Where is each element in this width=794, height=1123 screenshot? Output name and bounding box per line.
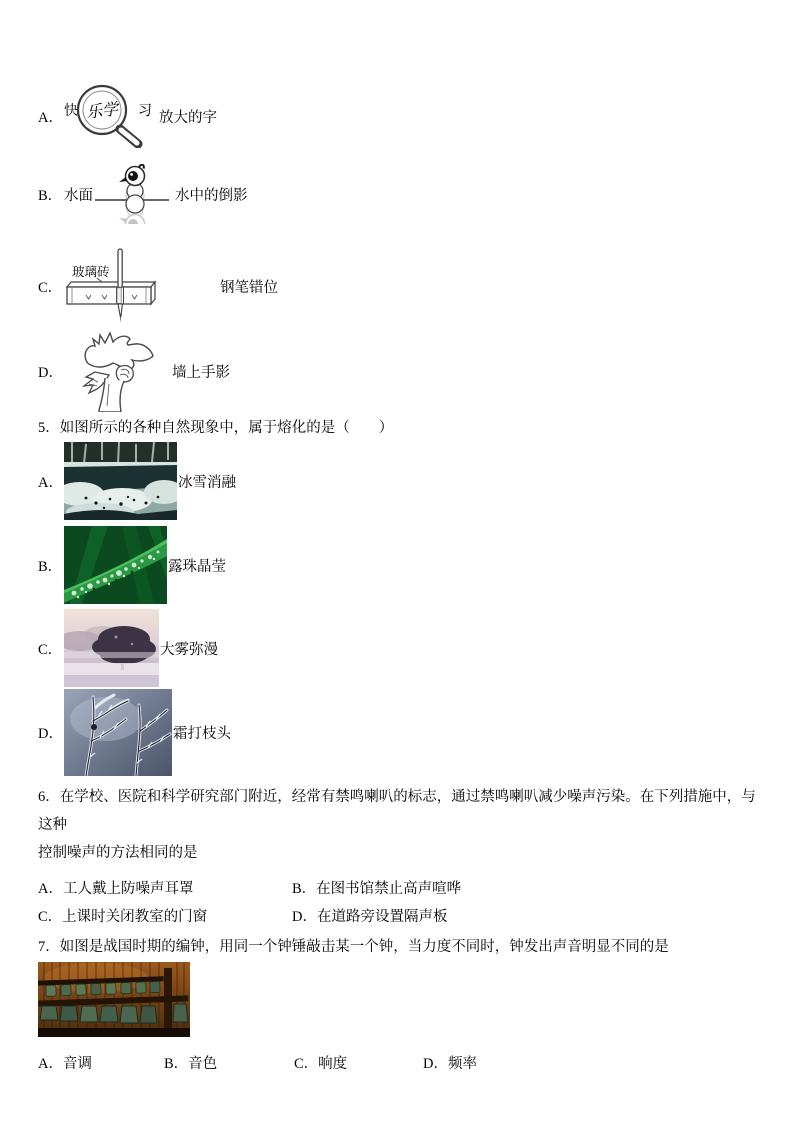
photo-caption: 大雾弥漫	[160, 641, 218, 658]
bird-shadow-shape	[85, 333, 153, 369]
magnified-text: 乐学	[85, 101, 120, 122]
q7-block	[38, 937, 758, 1074]
q5-option-b-row	[38, 526, 758, 604]
option-letter: C．	[38, 641, 63, 658]
photo-caption: 冰雪消融	[178, 474, 236, 491]
fog-photo	[64, 609, 159, 687]
melting-snow-photo	[64, 442, 177, 520]
q4-option-c-row	[38, 246, 758, 326]
q6-block	[38, 783, 758, 931]
q7-option-d: D．频率	[423, 1056, 477, 1072]
frost-branches-photo	[64, 689, 172, 776]
bianzhong-bells-photo	[38, 962, 190, 1037]
magnifier-over-text-icon	[64, 84, 156, 148]
q5-option-c-row	[38, 609, 758, 687]
q7-option-b: B．音色	[164, 1056, 218, 1072]
pen-upper-part	[118, 249, 122, 288]
q5-stem: 5．如图所示的各种自然现象中，属于熔化的是（ ）	[38, 420, 394, 436]
q5-option-a-row	[38, 442, 758, 520]
option-letter: D．	[38, 364, 63, 381]
q6-options-row-1	[38, 875, 758, 903]
q6-option-a: A．工人戴上防噪声耳罩	[38, 881, 194, 897]
option-letter: B．	[38, 558, 63, 575]
q6-stem-line2: 控制噪声的方法相同的是	[38, 845, 198, 861]
photo-caption: 霜打枝头	[173, 726, 231, 742]
glass-brick-label: 玻璃砖	[72, 265, 110, 279]
pen-offset-inside-glass	[117, 288, 121, 304]
q7-options-row	[38, 1054, 758, 1074]
q6-option-d: D．在道路旁设置隔声板	[292, 909, 448, 925]
q4-option-a-row	[38, 84, 758, 148]
q7-option-c: C．响度	[294, 1056, 348, 1072]
option-letter: A．	[38, 109, 63, 126]
text-outside-right: 习	[138, 104, 152, 119]
option-letter: B．	[38, 187, 63, 204]
option-letter: D．	[38, 726, 63, 742]
figure-caption: 放大的字	[159, 109, 217, 126]
brick-front-face	[67, 287, 151, 304]
q5-option-d-row	[38, 689, 758, 776]
figure-caption: 墙上手影	[172, 364, 230, 381]
figure-caption: 水中的倒影	[175, 187, 248, 204]
option-letter: A．	[38, 474, 63, 491]
q7-stem: 7．如图是战国时期的编钟，用同一个钟锤敲击某一个钟，当力度不同时，钟发出声音明显不同的是	[38, 939, 669, 955]
photo-caption: 露珠晶莹	[168, 558, 226, 575]
text-outside-left: 快	[64, 104, 78, 119]
option-letter: C．	[38, 279, 63, 296]
q6-option-b: B．在图书馆禁止高声喧哗	[292, 881, 462, 897]
pen-through-glass-brick-icon	[64, 246, 214, 326]
dew-on-leaf-photo	[64, 526, 167, 604]
water-surface-label: 水面	[64, 187, 93, 204]
brick-top-face	[67, 282, 155, 287]
q7-option-a: A．音调	[38, 1056, 92, 1072]
figure-caption: 钢笔错位	[220, 279, 278, 296]
bird-reflection-icon	[95, 164, 169, 224]
pen-nib	[118, 304, 122, 316]
pen-tip	[120, 315, 121, 323]
q4-option-d-row	[38, 330, 758, 412]
hand-shadow-bird-icon	[64, 330, 156, 412]
duckling	[119, 165, 145, 213]
q6-stem-line1: 6．在学校、医院和科学研究部门附近，经常有禁鸣喇叭的标志，通过禁鸣喇叭减少噪声污染。在下列措施中，与这种	[38, 789, 756, 833]
q6-options-row-2	[38, 903, 758, 931]
right-fist-shape	[116, 366, 133, 382]
q6-option-c: C．上课时关闭教室的门窗	[38, 909, 208, 925]
q7-photo-wrap	[38, 962, 758, 1042]
q4-option-b-row	[38, 164, 758, 224]
